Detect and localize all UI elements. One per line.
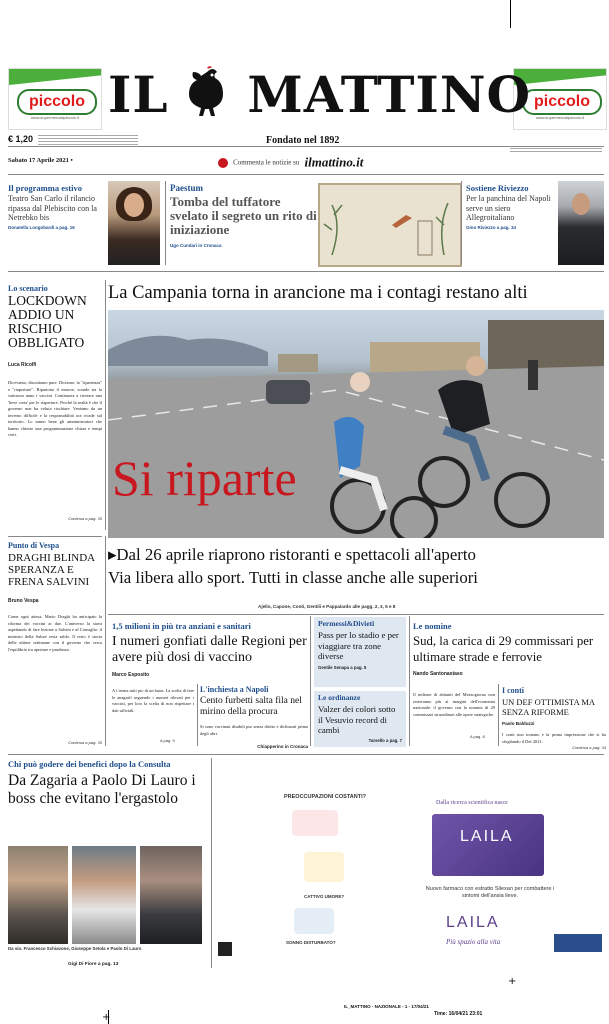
main-top-headline: La Campania torna in arancione ma i contagi restano alti	[108, 283, 528, 303]
comment-icon	[218, 158, 228, 168]
main-deck-1: ▸Dal 26 aprile riaprono ristoranti e spettacoli all'aperto	[108, 545, 476, 564]
nomine-body: Il milione di abitanti del Mezzogiorno non resteranno più ai margini dell'economia nazionale: il governo con la nomina di 29 commissari straordinari alle opere strategiche.	[413, 692, 495, 717]
price: € 1,20	[8, 134, 34, 144]
ad-left-title: PREOCCUPAZIONI COSTANTI?	[284, 794, 366, 800]
main-deck-2: Via libera allo sport. Tutti in classe anche alle superiori	[108, 568, 478, 587]
ad-illustration-3	[294, 908, 334, 934]
ad-tagline: Più spazio alla vita	[446, 938, 501, 946]
vaccini-article[interactable]: 1,5 milioni in più tra anziani e sanitari I numeri gonfiati dalle Regioni per avere più dosi di vaccino Marco Esposito	[112, 621, 307, 678]
title-left: IL	[108, 65, 169, 124]
main-bylines: Ajello, Capone, Conti, Gentili e Pappalardo alle pagg. 2, 3, 5 e 8	[258, 604, 396, 609]
teaser-3[interactable]: Sostiene Riviezzo Per la panchina del Napoli serve un siero Allegroitaliano Gino Riviezzo a pag. 34	[466, 183, 551, 230]
ad-product-text: Nuovo farmaco con estratto Silexan per combattere i sintomi dell'ansia lieve.	[425, 886, 555, 899]
edition-info-line	[38, 135, 138, 145]
footer-code: IL_MATTINO - NAZIONALE - 1 - 17/04/21	[344, 1004, 429, 1009]
boss-byline: Gigi Di Fiore a pag. 13	[68, 962, 119, 967]
conti-article[interactable]: I conti UN DEF OTTIMISTA MA SENZA RIFORME Paolo Balduzzi I conti non tornano e la prima impressione che si ha sfogliando il Def 2021. Continua a pag. 34	[502, 686, 606, 750]
boss-photo-2	[72, 846, 136, 944]
boss-article[interactable]: Chi può godere dei benefici dopo la Consulta Da Zagaria a Paolo Di Lauro i boss che evitano l'ergastolo	[8, 759, 196, 807]
footer-time: Time: 16/04/21 23:01	[434, 1011, 483, 1017]
date: Sabato 17 Aprile 2021 •	[8, 157, 73, 164]
ordinanze-box[interactable]: Le ordinanze Valzer dei colori sotto il Vesuvio record di cambi Tarsello a pag. 7	[314, 691, 406, 747]
teaser-2[interactable]: Paestum Tomba del tuffatore svelato il segreto un rito di iniziazione Ugo Cundari in Cronaca	[170, 183, 317, 248]
ad-brand-large: LAILA	[446, 914, 500, 931]
ad-product-box: LAILA	[432, 814, 544, 876]
masthead-rule	[8, 146, 604, 147]
teaser-1[interactable]: Il programma estivo Teatro San Carlo il rilancio ripassa dal Plebiscito con la Netrebko bis Donatella Longobardi a pag. 16	[8, 183, 97, 230]
ad-badge	[554, 934, 602, 952]
teaser-3-photo	[558, 181, 604, 265]
boss-photo-1	[8, 846, 68, 944]
laila-ad[interactable]: PREOCCUPAZIONI COSTANTI? CATTIVO UMORE? SONNO DISTURBATO? Dalla ricerca scientifica nasce LAILA Nuovo farmaco con estratto Silexan per combattere i sintomi dell'ansia lieve. LAILA Più spazio alla vita	[214, 790, 606, 968]
scenario-article[interactable]: Lo scenario LOCKDOWN ADDIO UN RISCHIO OBBLIGATO Luca Ricolfi Dicevamo, discutiamo pure. Diciamo: la "ripartenza" e "riaperture". Ripartono il motore, scende tra la sottosura anno i vaccini. Continuera a riverare una 'lieve certa' per le riaperture. Perché la realtà è che il governo non ha voluto rischiare. Veniamo da un inverno difficile e la responsabilità ora ricade sul territorio. Lo sanno bene gli amministratori che hanno chiesto una programmazione chiara e tempi certi. Continua a pag. 35	[8, 284, 102, 521]
nomine-article[interactable]: Le nomine Sud, la carica di 29 commissari per ultimare strade e ferrovie Nando Santonastaso	[413, 621, 594, 677]
piccolo-ad-right[interactable]: piccolo www.supermercatipiccolo.it	[513, 68, 607, 130]
vespa-article[interactable]: Punto di Vespa DRAGHI BLINDA SPERANZA E FRENA SALVINI Bruno Vespa Come ogni attesa, Mario Draghi ha anticipato la riforma dei vaccini ai due. L'universo la stava aspettando di fare lezione a Salvini e al Consiglio: il ministro della Salute resta saldo. Il resto è storia delle ultime settimane con il governo che cerca l'equilibrio tra aperture e prudenza. Continua a pag. 35	[8, 541, 102, 745]
vaccini-body: A i trenta tutti pio di un buon. La scelta di fare le anagrafi seguendo i numeri rilevati per i vaccini, per loro la scelta di non rispettare i dati ufficiali.	[112, 688, 194, 713]
date-rule	[8, 174, 604, 175]
footer-crosshair-left: +	[102, 1012, 111, 1023]
comment-bar[interactable]: Commenta le notizie su ilmattino.it	[218, 152, 363, 170]
bottom-rule	[8, 754, 604, 755]
masthead-title	[108, 62, 532, 128]
ad-illustration-2	[304, 852, 344, 882]
teaser-2-fresco	[318, 183, 462, 267]
footer-crosshair: +	[508, 976, 517, 987]
main-overlay-text: Si riparte	[112, 450, 297, 506]
teaser-1-photo	[108, 181, 160, 265]
piccolo-ad-left[interactable]: piccolo www.supermercatipiccolo.it	[8, 68, 102, 130]
permessi-box[interactable]: Permessi&Divieti Pass per lo stadio e per viaggiare tra zone diverse Gentile Senapa a pag. 5	[314, 617, 406, 687]
founded: Fondato nel 1892	[266, 135, 340, 146]
boss-caption: Da sin. Francesco Schiavone, Giuseppe Setola e Paolo Di Lauro	[8, 946, 142, 951]
rooster-icon	[187, 66, 229, 118]
ad-illustration-1	[292, 810, 338, 836]
inchiesta-article[interactable]: L'inchiesta a Napoli Cento furbetti salta fila nel mirino della procura Si sono vaccinati disabili pur senza diritto e dichiarati prima degli altri. Chiapperino in Cronaca	[200, 685, 308, 749]
main-photo	[108, 310, 604, 538]
nomine-page: A pag. 8	[470, 734, 485, 739]
boss-photo-3	[140, 846, 202, 944]
vaccini-page: A pag. 9	[160, 738, 175, 743]
legal-info-line	[510, 148, 602, 154]
site-link[interactable]: ilmattino.it	[304, 154, 364, 170]
ad-logo-icon	[218, 942, 232, 956]
crop-mark-top	[510, 0, 511, 28]
title-right: MATTINO	[247, 65, 532, 124]
teaser-rule	[8, 271, 604, 272]
ad-right-top: Dalla ricerca scientifica nasce	[436, 800, 508, 806]
